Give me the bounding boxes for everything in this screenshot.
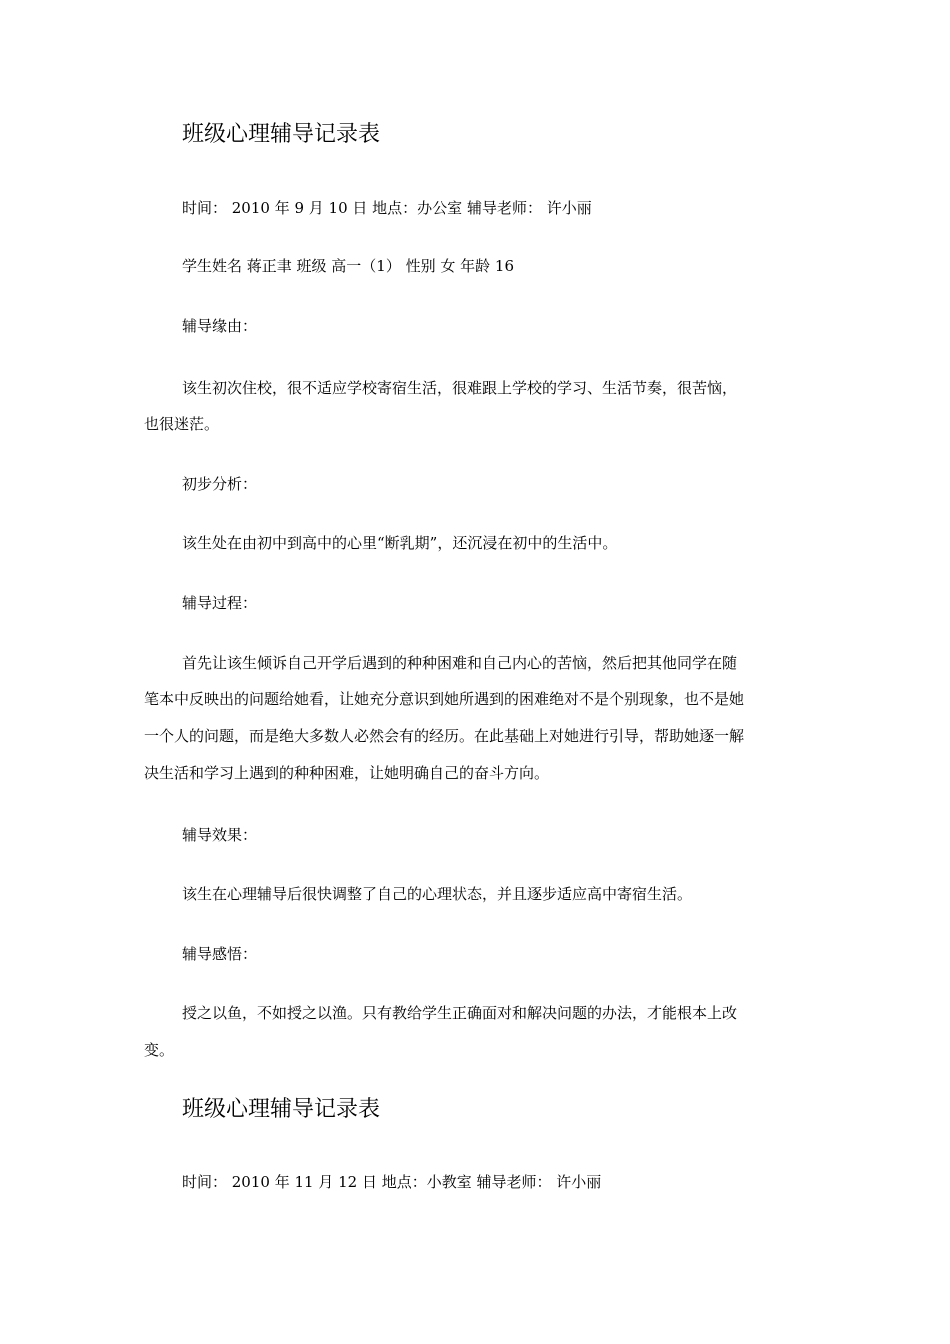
insight-text-line: 变。 — [144, 1041, 175, 1059]
process-text-line: 笔本中反映出的问题给她看，让她充分意识到她所遇到的困难绝对不是个别现象，也不是她 — [144, 690, 745, 708]
analysis-text: 该生处在由初中到高中的心里“断乳期”，还沉浸在初中的生活中。 — [182, 534, 618, 552]
process-text-line: 决生活和学习上遇到的种种困难，让她明确自己的奋斗方向。 — [144, 764, 550, 782]
reason-text-line: 该生初次住校，很不适应学校寄宿生活，很难跟上学校的学习、生活节奏，很苦恼， — [182, 379, 738, 397]
process-text-line: 首先让该生倾诉自己开学后遇到的种种困难和自己内心的苦恼，然后把其他同学在随 — [182, 654, 738, 672]
section-label-reason: 辅导缘由： — [182, 317, 258, 335]
effect-text: 该生在心理辅导后很快调整了自己的心理状态，并且逐步适应高中寄宿生活。 — [182, 885, 693, 903]
reason-text-line: 也很迷茫。 — [144, 415, 220, 433]
insight-text-line: 授之以鱼，不如授之以渔。只有教给学生正确面对和解决问题的办法，才能根本上改 — [182, 1004, 738, 1022]
section-label-effect: 辅导效果： — [182, 826, 258, 844]
record-title: 班级心理辅导记录表 — [182, 1097, 381, 1122]
record-info-line: 时间： 2010 年 9 月 10 日 地点：办公室 辅导老师： 许小丽 — [182, 199, 592, 217]
record-title: 班级心理辅导记录表 — [182, 122, 381, 147]
section-label-process: 辅导过程： — [182, 594, 258, 612]
section-label-analysis: 初步分析： — [182, 475, 258, 493]
process-text-line: 一个人的问题，而是绝大多数人必然会有的经历。在此基础上对她进行引导，帮助她逐一解 — [144, 727, 745, 745]
student-info-line: 学生姓名 蒋正聿 班级 高一（1） 性别 女 年龄 16 — [182, 257, 515, 275]
section-label-insight: 辅导感悟： — [182, 945, 258, 963]
record-info-line: 时间： 2010 年 11 月 12 日 地点：小教室 辅导老师： 许小丽 — [182, 1173, 602, 1191]
